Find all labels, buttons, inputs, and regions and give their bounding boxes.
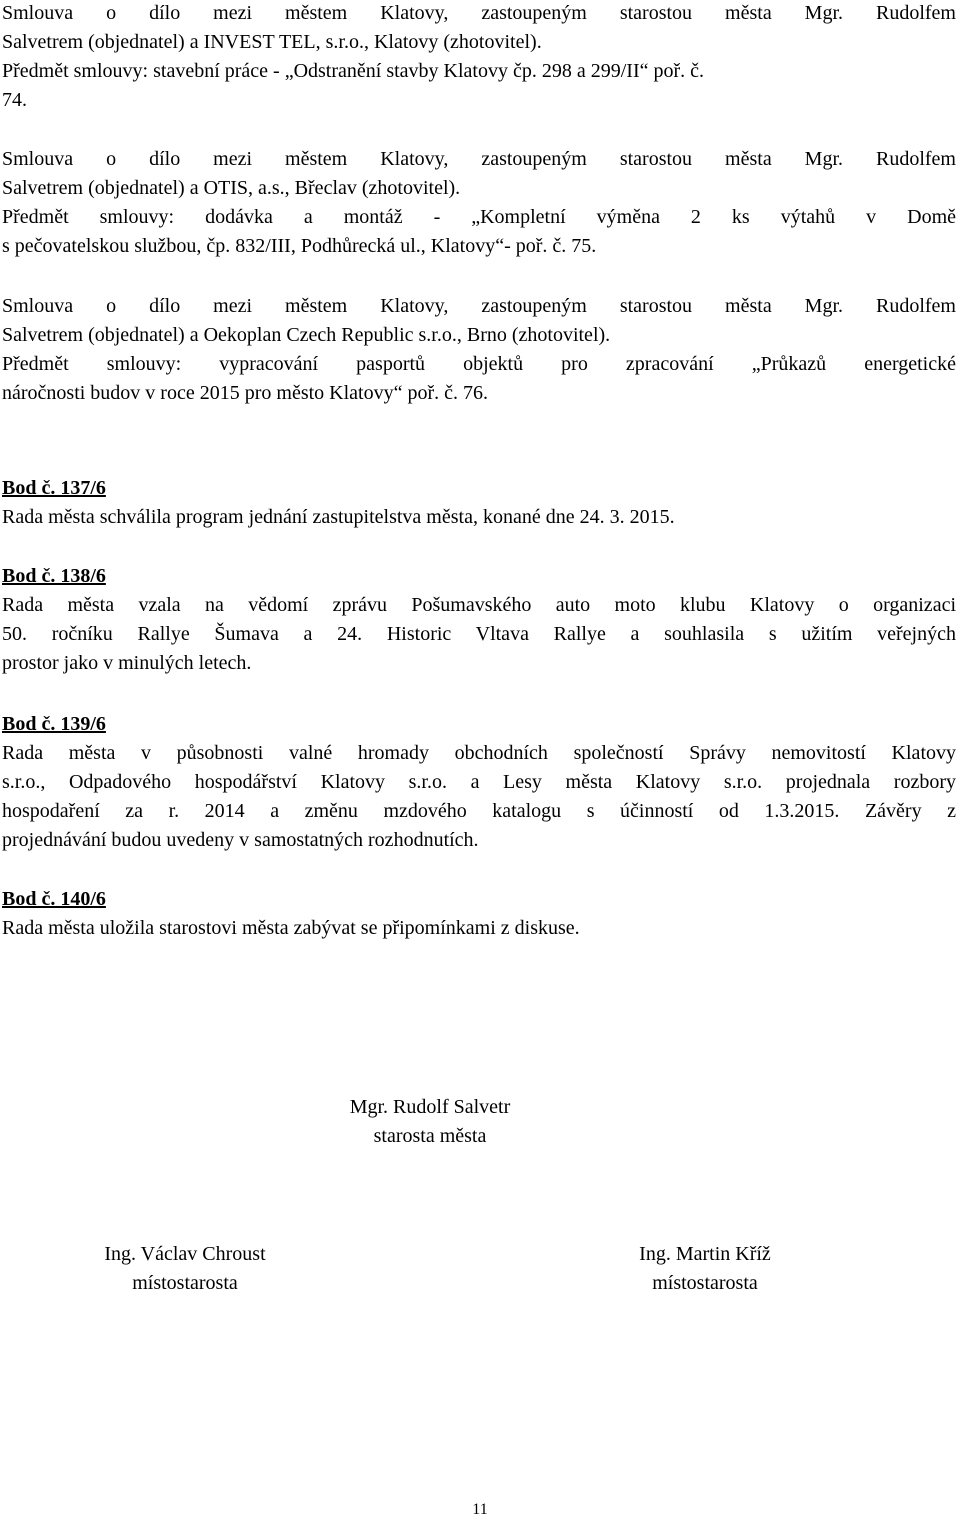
item-139-heading: Bod č. 139/6 bbox=[2, 713, 106, 735]
contract-2-line-2: Salvetrem (objednatel) a OTIS, a.s., Břeclav (zhotovitel). bbox=[2, 177, 461, 199]
deputy-left-name: Ing. Václav Chroust bbox=[104, 1243, 266, 1265]
item-139-line-4: projednávání budou uvedeny v samostatných rozhodnutích. bbox=[2, 829, 479, 851]
contract-2-line-3: Předmět smlouvy: dodávka a montáž - „Kompletní výměna 2 ks výtahů v Domě bbox=[2, 206, 956, 228]
contract-1-line-4: 74. bbox=[2, 89, 27, 111]
item-140-heading: Bod č. 140/6 bbox=[2, 888, 106, 910]
contract-3-line-1: Smlouva o dílo mezi městem Klatovy, zastoupeným starostou města Mgr. Rudolfem bbox=[2, 295, 956, 317]
contract-1-line-1: Smlouva o dílo mezi městem Klatovy, zastoupeným starostou města Mgr. Rudolfem bbox=[2, 2, 956, 24]
contract-3-line-2: Salvetrem (objednatel) a Oekoplan Czech Republic s.r.o., Brno (zhotovitel). bbox=[2, 324, 611, 346]
contract-2-line-4: s pečovatelskou službou, čp. 832/III, Podhůrecká ul., Klatovy“- poř. č. 75. bbox=[2, 235, 597, 257]
contract-1-line-2: Salvetrem (objednatel) a INVEST TEL, s.r.o., Klatovy (zhotovitel). bbox=[2, 31, 542, 53]
item-139-line-3: hospodaření za r. 2014 a změnu mzdového katalogu s účinností od 1.3.2015. Závěry z bbox=[2, 800, 956, 822]
mayor-title: starosta města bbox=[373, 1125, 487, 1147]
contract-3-line-3: Předmět smlouvy: vypracování pasportů objektů pro zpracování „Průkazů energetické bbox=[2, 353, 956, 375]
deputy-right-title: místostarosta bbox=[652, 1272, 758, 1294]
item-139-line-2: s.r.o., Odpadového hospodářství Klatovy s.r.o. a Lesy města Klatovy s.r.o. projednala rozbory bbox=[2, 771, 956, 793]
item-138-line-2: 50. ročníku Rallye Šumava a 24. Historic Vltava Rallye a souhlasila s užitím veřejných bbox=[2, 623, 956, 645]
deputy-left-title: místostarosta bbox=[132, 1272, 238, 1294]
item-138-line-1: Rada města vzala na vědomí zprávu Pošumavského auto moto klubu Klatovy o organizaci bbox=[2, 594, 956, 616]
item-138-heading: Bod č. 138/6 bbox=[2, 565, 106, 587]
deputy-right-name: Ing. Martin Kříž bbox=[639, 1243, 771, 1265]
item-139-line-1: Rada města v působnosti valné hromady obchodních společností Správy nemovitostí Klatovy bbox=[2, 742, 956, 764]
item-138-line-3: prostor jako v minulých letech. bbox=[2, 652, 252, 674]
contract-3-line-4: náročnosti budov v roce 2015 pro město Klatovy“ poř. č. 76. bbox=[2, 382, 489, 404]
mayor-name: Mgr. Rudolf Salvetr bbox=[349, 1096, 511, 1118]
item-137-line-1: Rada města schválila program jednání zastupitelstva města, konané dne 24. 3. 2015. bbox=[2, 506, 675, 528]
contract-2-line-1: Smlouva o dílo mezi městem Klatovy, zastoupeným starostou města Mgr. Rudolfem bbox=[2, 148, 956, 170]
page-number: 11 bbox=[472, 1501, 488, 1518]
contract-1-line-3: Předmět smlouvy: stavební práce - „Odstranění stavby Klatovy čp. 298 a 299/II“ poř. č. bbox=[2, 60, 705, 82]
item-140-line-1: Rada města uložila starostovi města zabývat se připomínkami z diskuse. bbox=[2, 917, 580, 939]
item-137-heading: Bod č. 137/6 bbox=[2, 477, 106, 499]
